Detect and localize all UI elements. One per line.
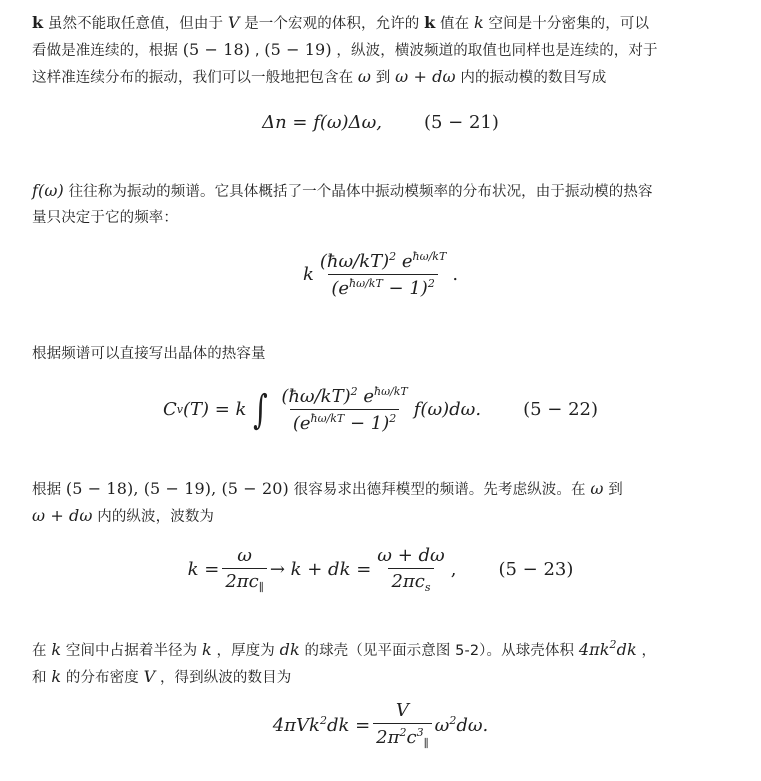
math-f-omega: f(ω) [32, 181, 64, 200]
numerator: V [395, 700, 409, 721]
math-omega: ω [590, 479, 604, 498]
equation-5-22 [0, 385, 761, 434]
denominator: 2π [376, 727, 400, 748]
text: 是一个宏观的体积，允许的 [244, 16, 420, 32]
equation-mode-heat-capacity [0, 250, 761, 299]
exponent: 2 [350, 385, 358, 398]
fraction [222, 545, 266, 594]
text: 很容易求出德拜模型的频谱。先考虑纵波。在 [293, 482, 586, 498]
equation-mid: → k + dk = [269, 559, 372, 580]
equation-prefix: k [302, 264, 314, 285]
equation-ref: (5 − 18) [182, 40, 251, 59]
exponent: 2 [609, 638, 617, 651]
denominator-part: − 1) [344, 413, 390, 434]
text: 的球壳（见平面示意图 5-2）。从球壳体积 [304, 643, 575, 659]
text: ，纵波，横波频道的取值也同样也是连续的，对于 [336, 43, 658, 59]
fraction [278, 385, 410, 434]
subscript: ∥ [423, 737, 429, 750]
math-shell-volume: 4πk [578, 640, 610, 659]
math-k: k [201, 640, 212, 659]
text: 和 [32, 670, 47, 686]
equation-longitudinal-count [0, 700, 761, 750]
fraction [373, 700, 431, 750]
math-k-bold: k [424, 13, 436, 32]
denominator: 2πc [391, 571, 425, 592]
math-shell-volume: dk [616, 640, 637, 659]
exponent: 2 [399, 726, 407, 739]
numerator: ω + dω [377, 545, 445, 566]
paragraph-5 [32, 632, 732, 691]
equation-5-23 [0, 545, 761, 594]
text: ， [641, 643, 657, 659]
text: ，厚度为 [216, 643, 275, 659]
subscript: ∥ [258, 581, 264, 594]
math-k: k [51, 667, 62, 686]
text: 的分布密度 [65, 670, 139, 686]
numerator-part: e [401, 251, 413, 272]
math-k-bold: k [32, 13, 44, 32]
text: 在 [32, 643, 47, 659]
math-V: V [143, 667, 156, 686]
equation-tail: dω. [456, 715, 489, 736]
equation-body: Δn = f(ω)Δω, [262, 112, 382, 133]
subscript: s [424, 581, 431, 594]
text: 内的振动模的数目写成 [460, 70, 607, 86]
equation-lhs: dk = [326, 715, 371, 736]
equation-suffix: . [452, 264, 459, 285]
fraction [317, 250, 449, 299]
text: 根据 [32, 482, 62, 498]
paragraph-3 [32, 341, 732, 367]
numerator-part: (ħω/kT) [281, 386, 351, 407]
equation-tag: (5 − 22) [523, 399, 599, 420]
paragraph-4 [32, 476, 732, 530]
numerator: ω [237, 545, 252, 566]
exponent: ħω/kT [310, 412, 345, 425]
exponent: 2 [319, 714, 327, 727]
text: 往往称为振动的频谱。它具体概括了一个晶体中振动模频率的分布状况，由于振动模的热容 [68, 184, 653, 200]
subscript: v [176, 403, 183, 416]
math-omega-domega: ω + dω [395, 67, 456, 86]
text: , [254, 43, 260, 59]
exponent: 2 [389, 412, 397, 425]
text: 根据频谱可以直接写出晶体的热容量 [32, 346, 266, 362]
text: 看做是准连续的，根据 [32, 43, 178, 59]
text: 值在 [440, 16, 470, 32]
integral-sign: ∫ [253, 386, 269, 433]
denominator-part: − 1) [382, 278, 428, 299]
math-omega-domega: ω + dω [32, 506, 93, 525]
denominator: 2πc [225, 571, 259, 592]
text: 内的纵波，波数为 [97, 509, 215, 525]
text: 量只决定于它的频率： [32, 210, 178, 226]
math-dk: dk [279, 640, 300, 659]
text: 虽然不能取任意值，但由于 [47, 16, 224, 32]
exponent: 2 [389, 250, 397, 263]
exponent: ħω/kT [374, 385, 408, 398]
numerator-part: (ħω/kT) [319, 251, 390, 272]
equation-lhs: 4πVk [272, 715, 320, 736]
fraction [374, 545, 447, 594]
paragraph-2 [32, 178, 732, 231]
equation-tag: (5 − 21) [423, 112, 499, 133]
math-omega: ω [357, 67, 372, 86]
numerator-part: e [363, 386, 374, 407]
equation-ref: (5 − 19) [264, 40, 332, 59]
math-V: V [227, 13, 240, 32]
equation-refs: (5 − 18), (5 − 19), (5 − 20) [65, 479, 289, 498]
text: 到 [375, 70, 391, 86]
exponent: ħω/kT [412, 250, 447, 263]
text: 这样准连续分布的振动，我们可以一般地把包含在 [32, 70, 354, 86]
equation-tag: (5 − 23) [498, 559, 574, 580]
equation-lhs: k = [187, 559, 220, 580]
denominator-part: (e [292, 413, 311, 434]
equation-lhs: (T) = k [182, 399, 247, 420]
math-k: k [51, 640, 62, 659]
exponent: 3 [416, 726, 424, 739]
text: 空间是十分密集的，可以 [488, 16, 650, 32]
equation-5-21 [0, 112, 761, 133]
text: ，得到纵波的数目为 [159, 670, 292, 686]
equation-tail: ω [434, 715, 450, 736]
equation-lhs: C [162, 399, 177, 420]
denominator: c [406, 727, 417, 748]
text: 空间中占据着半径为 [65, 643, 198, 659]
math-k: k [473, 13, 484, 32]
exponent: ħω/kT [349, 277, 383, 290]
paragraph-1 [32, 10, 732, 91]
equation-tail: f(ω)dω. [413, 399, 482, 420]
denominator-part: (e [331, 278, 350, 299]
exponent: 2 [427, 277, 435, 290]
exponent: 2 [449, 714, 457, 727]
equation-comma: , [450, 559, 457, 580]
text: 到 [608, 482, 623, 498]
